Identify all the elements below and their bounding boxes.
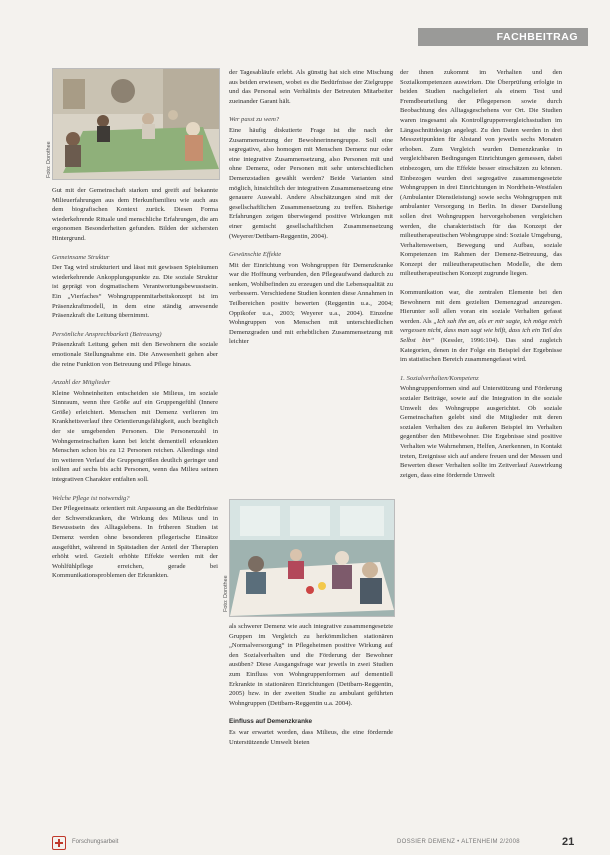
col3-quote: „Ich sah ihn an, als er mir sagte, ich möge mich vergessen nicht, dass man sagt wie hilft, dass ich ein Teil des Selbst bin“ <box>400 317 563 345</box>
col2-paragraph-3: als schwerer Demenz wie auch integrative zusammengesetzte Gruppen im Vergleich zu herkömmlichen stationären „Normalversorgung“ in Pflegeheimen positive Wirkung auf den Sozialverhalten und die Förderung der Bewohner ausüben? Diese Ausgangsfrage war jeweils in zwei Studien zum Einfluss von Wohngruppenformen auf dementiell Erkrankte in stationären Einrichtungen (Dettbarn-Reggentin, 2005) bzw. in der zweiten Studie zu ambulant geführten Wohngruppen (Dettbarn-Reggentin u.a. 2004). <box>229 623 393 707</box>
col2-paragraph-intro: der Tagesabläufe erlebt. Als günstig hat sich eine Mischung aus beiden erwiesen, wobei es die Bedürfnisse der Zielgruppe und das Personal sein Verhältnis der Betreuten Mitarbeiter zueinander Garant hält. <box>229 69 393 105</box>
col2-heading-2: Gewünschte Effekte <box>229 251 282 259</box>
col1-heading-1: Gemeinsame Struktur <box>52 253 110 261</box>
column-2-bottom <box>229 622 393 756</box>
photo-credit-1: Foto: Dorothee <box>46 141 52 178</box>
col2-paragraph-4: Es war erwartet worden, dass Milieus, die eine fördernde Unterstützende Umwelt bieten <box>229 728 393 746</box>
photo-dining-room <box>229 499 395 617</box>
page-number: 21 <box>562 836 575 848</box>
col3-paragraph-3: Wohngruppenformen sind auf Unterstützung und Förderung sozialer Beiträge, sowie auf die Integration in die soziale Umwelt des Wohngruppe ausgerichtet. Ob soziale Gemeinschaften gelebt sind die Mitglieder mit deren sozialen Verhalten des zu äußeren Beispiel im Verhalten gegenüber den Mitbewohner. Die Ergebnisse sind positive Verhalten wie Wahrnehmen, Helfen, Anerkennen, in Kontakt treten, Ereignisse sich auf andere freuen und der Messen und Bewerten dieser Verhalten sollte im Zeitverlauf Auswirkung zeigen, dass eine fördernde Umwelt <box>400 385 562 479</box>
col3-paragraph-2-lead: Kommunikation war, die zentralen Elemente bei den Bewohnern mit dem gezielten Demenzgrad anzuregen. Hierunter soll allen voran ein soziale Verhalten gefasst werden. Als <box>400 289 562 325</box>
col1-paragraph-intro: Gut mit der Gemeinschaft starken und greift auf bekannte Milieuerfahrungen aus dem Herkunftsmilieu wie auch aus dem biografischen Kontext zurück. Diesen Forma wiederkehrende Rituale und menschliche Erfahrungen, die am ergonomen Besonderheiten gefunden. Bilden der sichersten Hintergrund. <box>52 187 218 242</box>
photo-credit-2: Foto: Dorothee <box>223 575 229 612</box>
col3-heading-1: 1. Sozialverhalten/Kompetenz <box>400 374 479 382</box>
col2-paragraph-1: Eine häufig diskutierte Frage ist die nach der Zusammensetzung der Bewohnerinnengruppe. Soll eine segregative, also homogen mit Menschen Demenz nur oder eine integrative Zusammensetzung, also Personen mit und ohne Demenz, oder Personen mit sehr unterschiedlichen Demenzstadien gewählt werden? Beide Varianten sind möglich, hinsichtlich der integrativen Zusammensetzung eine genauere Auswahl. Andere Abschätzungen sind mit der gesellschaftlichen Zusammensetzung zu treffen. Bisherige Erfahrungen zeigen überwiegend positive Wirkungen mit einer gemischt gesellschaftlichen Zusammensetzung (Weyerer/Dettbarn-Reggentin, 2004). <box>229 126 393 240</box>
footer-left-text: Forschungsarbeit <box>72 839 119 845</box>
col1-heading-4: Welche Pflege ist notwendig? <box>52 494 130 502</box>
magazine-logo-icon <box>52 836 66 850</box>
col2-heading-1: Wer passt zu wem? <box>229 116 280 124</box>
footer-journal: DOSSIER DEMENZ • ALTENHEIM 2/2008 <box>397 839 520 845</box>
col1-paragraph-2: Präsenzkraft Leitung gehen mit den Bewohnern die soziale emotionale Stellungnahme ein. Die Anwesenheit gehen aber die reine Funktion von Betreuung und Pflege hinaus. <box>52 341 218 368</box>
section-label: FACHBEITRAG <box>418 28 588 46</box>
col3-paragraph-1: der ihnen zukommt im Verhalten und den Sozialkompetenzen auswirken. Die Überprüfung erfolgte in beiden Studien nachgeliefert als einem Test und Fremdbeurteilung der Pflegeperson sowie durch Beobachtung des Alltagsgeschehens vor Ort. Die Studien waren insgesamt als Kontrollgruppenvergleichsstudien im Längsschnittdesign angelegt. Zu den Daten werden in drei Messzeitpunkten für Abstand von jeweils sechs Monaten erhoben. Zum Vergleich wurden Demenzkranke in vergleichbaren Bedingungen Einrichtungen gemessen, dabei einbezogen, um die Effekte besser einschätzen zu können. Einbezogen wurden drei segregative zusammengesetzte Wohngruppen in drei Einrichtungen in Nordrhein-Westfalen (Ambulanter Dienstleistung) sowie sechs Wohngruppen mit ambulanter Versorgung in Berlin. In dieser Darstellung sollen drei Wohngruppen hervorgehobenen vergleichen werden, die charakteristisch für das Konzept der milieutherapeutischen Wohngruppe sind: Soziale Umgebung, Verhaltensweisen, Bewegung und Aufbau, soziale Kompetenzen im Rahmen der Demenz-Betreuung, das Konzept der milieutherapeutischen Modelle, die dem milieutherapeutischen Konzept zugrunde liegen. <box>400 69 562 278</box>
col3-paragraph-2-tail: (Kessler, 1996:104). Das sind zugleich Kategorien, denen in der Folge ein Beispiel der Ergebnisse im statistischen Bereich zusammengefasst wird. <box>400 337 562 364</box>
col1-paragraph-1: Der Tag wird strukturiert und lässt mit gewissen Spielräumen wiederkehrende Ankopplungspunkte zu. Die soziale Struktur ist geprägt von dogmatischem Verantwortungsbewusstsein. Ein „Vierfaches“ Wohngruppenmitarbeitskonzept ist im Präsenzkraftmodell, in dem eine ständig anwesende Präsenzkraft die Leitung übernimmt. <box>52 264 218 320</box>
photo-group-table <box>52 68 220 180</box>
col1-heading-2: Persönliche Ansprechbarkeit (Betreuung) <box>52 330 162 338</box>
col2-paragraph-2: Mit der Einrichtung von Wohngruppen für Demenzkranke war die Hoffnung verbunden, den Pflegeaufwand dadurch zu senken, Wohlbefinden zu erzeugen und die Lebensqualität zu verbessern. Verschiedene Studien konnten diese Annahmen in Teilbereichen positiv bewerten (Reggentin u.a., 2004; Oppikofer u.a., 2003; Weyerer u.a., 2004). Einzelne Wohngruppen von Menschen mit unterschiedlichen Demenzgraden und mit erhebtlichen Zusammensetzung mit leichter <box>229 261 393 346</box>
col1-heading-3: Anzahl der Mitglieder <box>52 379 111 387</box>
col1-paragraph-3: Kleine Wohneinheiten entscheiden sie Milieus, im soziale Sinnraum, wenn ihre Größe auf ein Gruppengefühl (Innere Größe) erleichtert. Menschen mit Demenz verlieren im Krankheitsverlauf ihre Orientierungsfähigkeit, auch bezüglich der sie umgebenden Personen. Die Personenzahl in Wohngemeinschaften kann bei leicht dementiell erkrankten Menschen schon bis zu 12 Personen reichen. Allerdings sind im weiteren Verlauf die Gruppengrößen deutlich geringer und sollten auf sechs bis acht Personen, wenn das Milieu seinen integrativen Charakter entfalten soll. <box>52 389 218 484</box>
col3-paragraph-2 <box>400 288 562 365</box>
col2-heading-3: Einfluss auf Demenzkranke <box>229 718 313 726</box>
column-3 <box>400 68 562 489</box>
photo-dining-room-image <box>230 500 394 616</box>
column-2-top <box>229 68 393 356</box>
col1-paragraph-4: Der Pflegeeinsatz orientiert mit Anpassung an die Bedürfnisse der Schwerstkranken, die Wirkung des Milieus und in Bewusstsein des Alltagslebens. In früheren Studien ist Demenz werden ohne besonderen pflegerische Einsätze ausgeführt, während in Spätstadien der Anteil der Therapien erhöht wird. Gezielt erhöhte Effekte werden mit der Wohlfühlpflege erreichen, gerade bei Kommunikationsproblemen der Erkrankten. <box>52 505 218 580</box>
page-footer <box>0 836 610 852</box>
photo-group-table-image <box>53 69 219 179</box>
column-1 <box>52 186 218 590</box>
